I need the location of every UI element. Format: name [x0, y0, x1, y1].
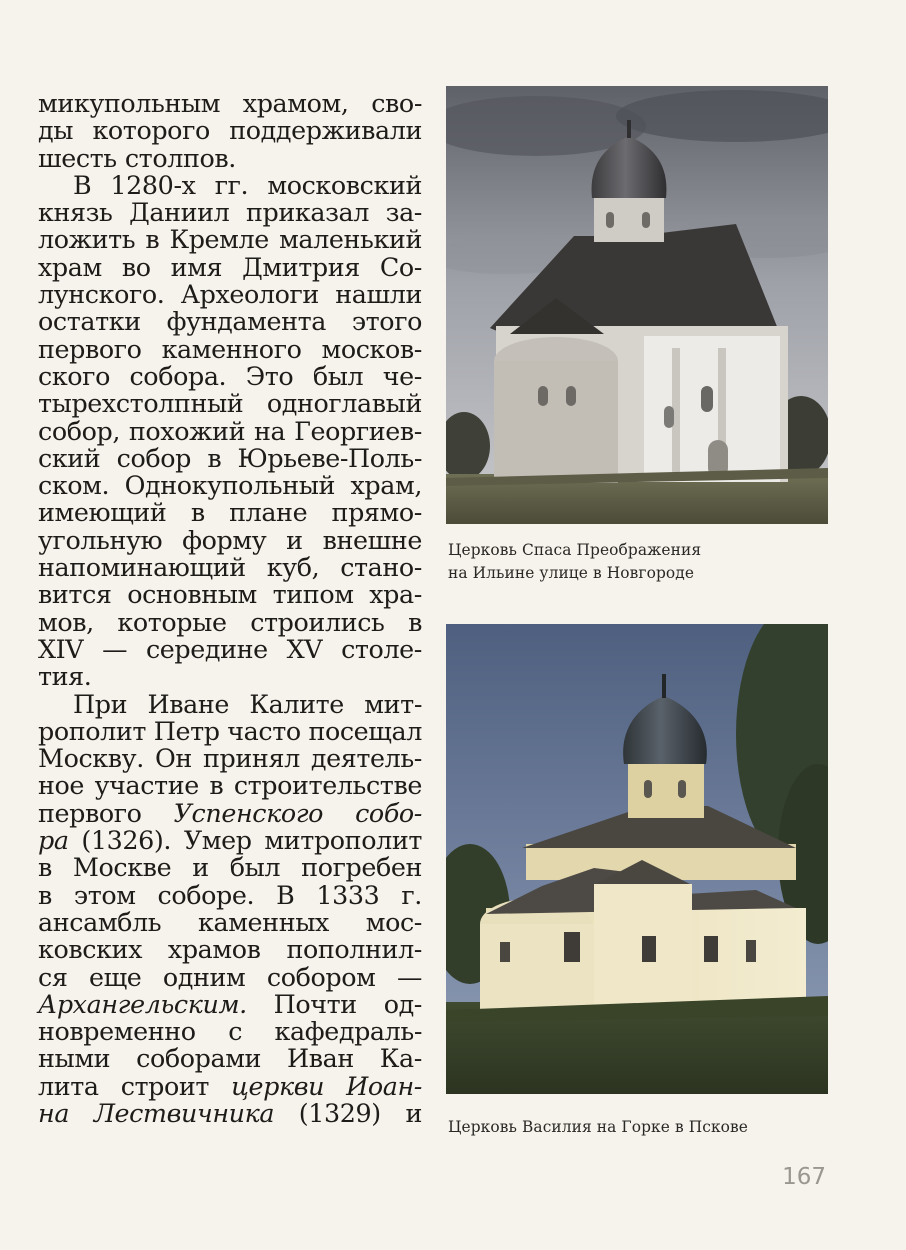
word: маленький	[279, 224, 422, 255]
word: был	[312, 360, 364, 391]
text-line	[38, 1097, 422, 1128]
text-line	[38, 390, 422, 417]
text-line	[38, 415, 422, 446]
text-line	[38, 854, 422, 881]
text-line	[38, 1045, 422, 1072]
word: Калите	[249, 688, 344, 719]
word: Умер	[183, 825, 252, 856]
word: мос-	[365, 906, 422, 937]
word: Археологи	[180, 279, 319, 310]
word: При	[73, 688, 128, 719]
word: стано-	[340, 552, 422, 583]
word: 1333	[316, 879, 380, 910]
word: в	[207, 442, 222, 473]
word: строились	[250, 606, 385, 637]
text-line	[38, 308, 422, 335]
word: 1280-х	[110, 169, 196, 200]
word: Дмитрия	[242, 251, 360, 282]
word: че-	[382, 360, 422, 391]
word: Кремле	[169, 224, 269, 255]
word: которые	[117, 606, 227, 637]
word: ского	[38, 360, 110, 391]
word: имя	[170, 251, 223, 282]
text-line	[38, 663, 422, 690]
word: —	[396, 961, 422, 992]
italic-word: церкви	[231, 1070, 325, 1101]
word: соборами	[136, 1043, 262, 1074]
word: Москве	[72, 852, 172, 883]
text-line	[38, 360, 422, 391]
word: каменного	[161, 333, 302, 364]
text-line	[38, 961, 422, 992]
word: куб,	[266, 552, 320, 583]
word: которого	[92, 115, 210, 146]
word: угольную	[38, 524, 163, 555]
text-line	[38, 142, 422, 173]
word: остатки	[38, 306, 141, 337]
word: ными	[38, 1043, 111, 1074]
word: пополнил-	[286, 934, 422, 965]
word: г.	[401, 879, 422, 910]
italic-word: Иоан-	[346, 1070, 422, 1101]
word: митрополит	[264, 825, 422, 856]
word: ансамбль	[38, 906, 162, 937]
photo-vasiliya-na-gorke	[446, 624, 828, 1094]
text-line	[38, 827, 422, 854]
word: внешне	[322, 524, 422, 555]
word: фундамента	[166, 306, 326, 337]
word: одноглавый	[266, 388, 422, 419]
text-line	[38, 745, 422, 772]
caption-vasiliya-na-gorke	[448, 1116, 748, 1139]
word: ском.	[38, 470, 110, 501]
word: прямо-	[331, 497, 422, 528]
text-line	[38, 715, 422, 746]
word: плане	[229, 497, 308, 528]
word: микупольным	[38, 88, 221, 118]
word: Петр	[153, 715, 220, 746]
word: во	[121, 251, 151, 282]
word: XV	[286, 633, 323, 664]
word: мит-	[364, 688, 422, 719]
word: в	[38, 852, 52, 883]
word: столе-	[341, 633, 422, 664]
text-line	[38, 524, 422, 555]
word: строительстве	[233, 770, 422, 801]
word: ся	[38, 961, 68, 992]
word: новременно	[38, 1016, 196, 1047]
word: нашли	[335, 279, 422, 310]
text-line	[38, 499, 422, 526]
caption-line: Церковь Василия на Горке в Пскове	[448, 1118, 749, 1136]
word: Георгиев-	[294, 415, 422, 446]
italic-word: на	[38, 1097, 70, 1128]
word: Иван	[286, 1043, 354, 1074]
church-vasiliya-illustration	[446, 624, 828, 1094]
word: в	[38, 879, 52, 910]
word: столпов.	[124, 142, 236, 173]
text-line	[38, 633, 422, 664]
word: Это	[245, 360, 294, 391]
italic-word: Успенского	[173, 797, 324, 828]
word: в	[209, 770, 224, 801]
text-line	[38, 906, 422, 937]
word: Он	[154, 743, 192, 774]
word: сво-	[371, 88, 422, 118]
word: типом	[272, 579, 354, 610]
word: на	[253, 415, 286, 446]
word: Со-	[379, 251, 422, 282]
text-line	[38, 797, 422, 828]
word: Однокупольный	[124, 470, 336, 501]
word: храм,	[350, 470, 422, 501]
word: од-	[383, 988, 422, 1019]
word: в	[190, 497, 205, 528]
caption-line: на Ильине улице в Новгороде	[448, 564, 695, 582]
word: собором	[266, 961, 376, 992]
word: —	[102, 633, 128, 664]
church-spas-illustration	[446, 86, 828, 524]
text-line	[38, 226, 422, 253]
word: был	[229, 852, 281, 883]
word: часто	[227, 715, 301, 746]
text-line	[38, 199, 422, 226]
word: В	[73, 169, 92, 200]
word: одним	[162, 961, 246, 992]
italic-word: собо-	[355, 797, 422, 828]
word: первого	[38, 797, 142, 828]
word: поддерживали	[229, 115, 422, 146]
word: ковских	[38, 934, 142, 965]
text-line	[38, 472, 422, 499]
text-line	[38, 251, 422, 282]
word: тия.	[38, 661, 92, 692]
word: вится	[38, 579, 112, 610]
text-line	[38, 442, 422, 473]
word: мов,	[38, 606, 94, 637]
text-line	[38, 90, 422, 117]
text-line	[38, 879, 422, 910]
word: шесть	[38, 142, 117, 173]
word: напоминающий	[38, 552, 246, 583]
word: В	[276, 879, 295, 910]
word: рополит	[38, 715, 147, 746]
word: лита	[38, 1070, 99, 1101]
italic-word: ра	[38, 825, 69, 856]
word: тырехстолпный	[38, 388, 244, 419]
word: хра-	[369, 579, 422, 610]
text-line	[38, 688, 422, 719]
word: строит	[120, 1070, 210, 1101]
text-line	[38, 1018, 422, 1045]
text-line	[38, 772, 422, 799]
word: Юрьеве-Поль-	[237, 442, 422, 473]
word: середине	[145, 633, 268, 664]
word: кафедраль-	[274, 1016, 422, 1047]
text-line	[38, 281, 422, 308]
word: имеющий	[38, 497, 167, 528]
word: деятель-	[310, 743, 422, 774]
word: приказал	[245, 197, 370, 228]
word: храмом,	[242, 88, 349, 118]
word: Ка-	[379, 1043, 422, 1074]
word: гг.	[214, 169, 249, 200]
word: посещал	[308, 715, 422, 746]
word: ложить	[38, 224, 136, 255]
word: Почти	[273, 988, 357, 1019]
text-line	[38, 606, 422, 637]
word: храмов	[167, 934, 261, 965]
word: москов-	[321, 333, 422, 364]
word: этом	[73, 879, 136, 910]
body-text-column	[38, 90, 422, 1127]
word: собор	[116, 442, 191, 473]
word: принял	[203, 743, 300, 774]
text-line	[38, 117, 422, 144]
word: похожий	[128, 415, 246, 446]
page-number: 167	[782, 1164, 826, 1190]
word: соборе.	[157, 879, 255, 910]
word: основным	[127, 579, 257, 610]
word: и	[286, 524, 303, 555]
word: этого	[351, 306, 422, 337]
word: ное	[38, 770, 85, 801]
word: форму	[182, 524, 267, 555]
word: Даниил	[129, 197, 230, 228]
caption-line: Церковь Спаса Преображения	[448, 541, 702, 559]
word: московский	[267, 169, 422, 200]
word: Иване	[147, 688, 230, 719]
word: храм	[38, 251, 102, 282]
word: собора.	[129, 360, 227, 391]
word: (1326).	[81, 825, 172, 856]
photo-spas-preobrazheniya	[446, 86, 828, 524]
italic-word: Лествичника	[93, 1097, 275, 1128]
text-line	[38, 581, 422, 608]
text-line	[38, 554, 422, 581]
word: каменных	[198, 906, 329, 937]
word: еще	[88, 961, 142, 992]
word: первого	[38, 333, 142, 364]
word: за-	[385, 197, 422, 228]
word: участие	[94, 770, 199, 801]
word: князь	[38, 197, 113, 228]
word: с	[228, 1016, 243, 1047]
caption-spas-preobrazheniya	[448, 539, 701, 585]
word: (1329)	[298, 1097, 381, 1128]
word: XIV	[38, 633, 84, 664]
text-line	[38, 333, 422, 364]
word: Москву.	[38, 743, 144, 774]
italic-word: Архангельским.	[38, 988, 247, 1019]
word: и	[192, 852, 209, 883]
word: лунского.	[38, 279, 165, 310]
word: в	[408, 606, 422, 637]
word: собор,	[38, 415, 121, 446]
word: ды	[38, 115, 74, 146]
text-line	[38, 988, 422, 1019]
word: ский	[38, 442, 101, 473]
word: в	[145, 224, 160, 255]
text-line	[38, 1070, 422, 1101]
word: погребен	[301, 852, 422, 883]
text-line	[38, 936, 422, 963]
text-line	[38, 169, 422, 200]
word: и	[405, 1097, 422, 1128]
